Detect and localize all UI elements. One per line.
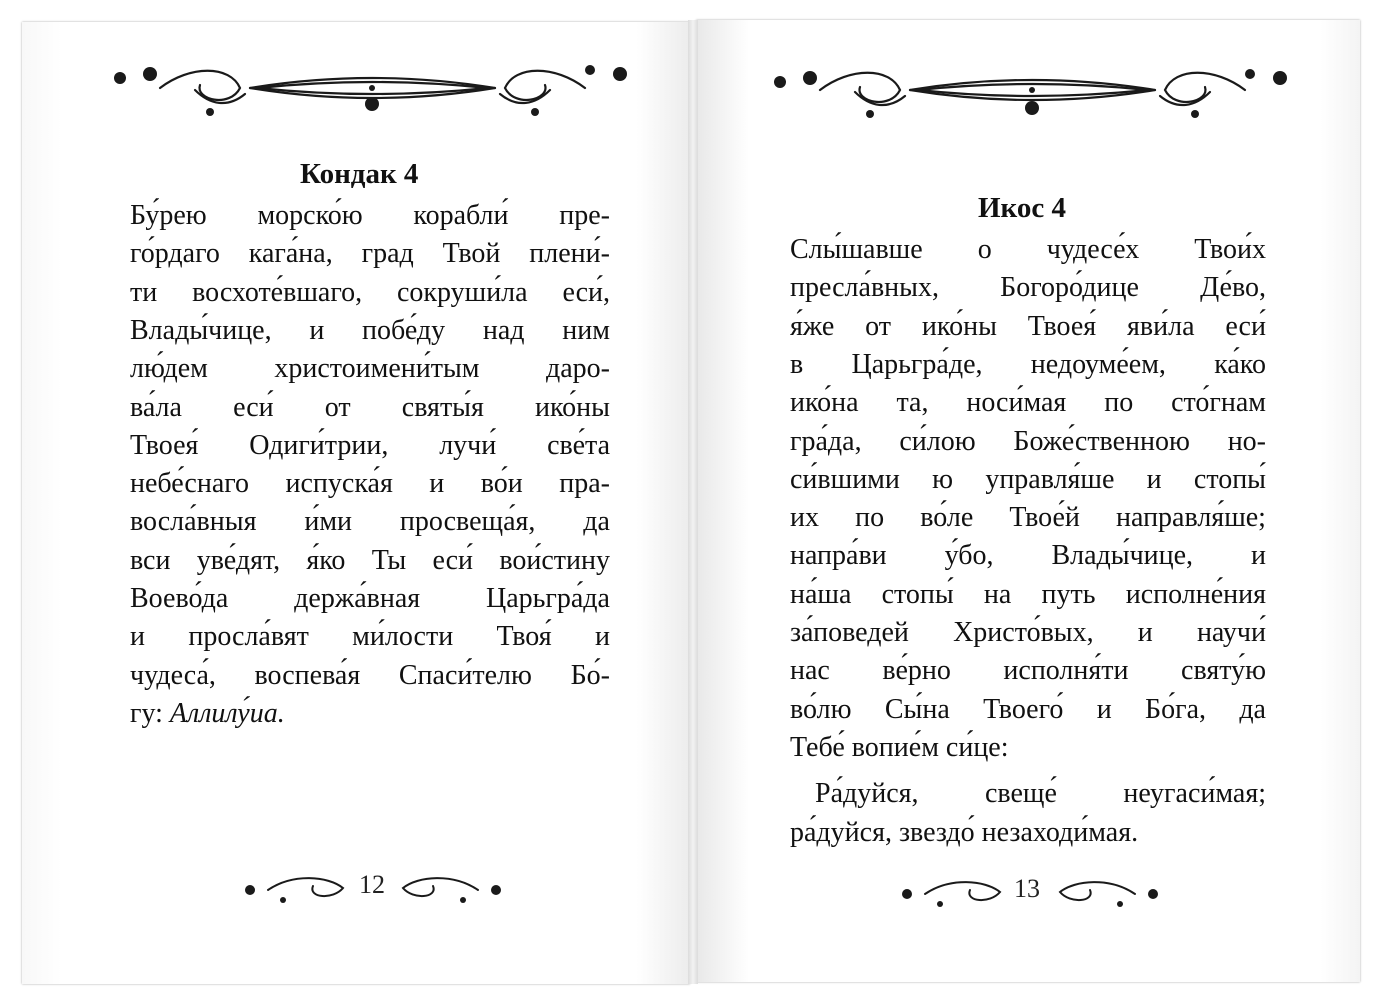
alleluia-refrain: Аллилу́иа. xyxy=(169,697,285,729)
text-line: на́ша стопы́ на путь исполне́ния xyxy=(790,578,1266,610)
text-line: Ра́дуйся, свеще́ неугаси́мая; xyxy=(815,778,1266,810)
text-line: в Царьгра́де, недоуме́ем, ка́ко xyxy=(790,348,1266,380)
text-line: гра́да, си́лою Боже́ственною но- xyxy=(790,425,1266,457)
book-gutter xyxy=(688,20,698,984)
page-number: 12 xyxy=(359,870,385,899)
text-line: я́же от ико́ны Твоея́ яви́ла еси́ xyxy=(790,310,1266,342)
text-line: нас ве́рно исполня́ти святу́ю xyxy=(790,655,1266,687)
text-line: пресла́вных, Богоро́дице Де́во, xyxy=(790,272,1266,304)
text-line: ра́дуйся, звездо́ незаходи́мая. xyxy=(790,816,1139,848)
text-line: си́вшими ю управля́ше и стопы́ xyxy=(790,463,1266,495)
line-text: гу: xyxy=(130,697,163,729)
text-line: чудеса́, воспева́я Спаси́телю Бо́- xyxy=(130,659,610,691)
text-line: напра́ви у́бо, Влады́чице, и xyxy=(790,540,1266,572)
headpiece-ornament-right xyxy=(760,62,1305,124)
text-line: ико́на та, носи́мая по сто́гнам xyxy=(790,387,1266,419)
page-title: Икос 4 xyxy=(978,192,1067,224)
text-line: Воево́да держа́вная Царьгра́да xyxy=(130,583,610,614)
text-line: вси уве́дят, я́ко Ты еси́ вои́стину xyxy=(130,544,610,576)
text-line xyxy=(130,698,285,730)
text-line: восла́вныя и́ми просвеща́я, да xyxy=(130,506,610,538)
text-line: небе́снаго испуска́я и во́и пра- xyxy=(130,468,610,500)
text-line: их по во́ле Твое́й направля́ше; xyxy=(790,502,1266,534)
text-line: Влады́чице, и побе́ду над ним xyxy=(130,314,610,346)
text-line: во́лю Сы́на Твоего́ и Бо́га, да xyxy=(790,693,1266,725)
text-line: ва́ла еси́ от святы́я ико́ны xyxy=(130,391,610,423)
page-number: 13 xyxy=(1014,874,1040,903)
text-line: и просла́вят ми́лости Твоя́ и xyxy=(130,621,610,653)
text-line: го́рдаго кага́на, град Твой плени́- xyxy=(130,238,610,270)
headpiece-ornament-left xyxy=(100,60,645,120)
text-line: Тебе́ вопие́м си́це: xyxy=(790,731,1009,763)
page-title: Кондак 4 xyxy=(300,158,419,190)
text-line: Бу́рею морско́ю корабли́ пре- xyxy=(130,200,610,231)
text-line: за́поведей Христо́вых, и научи́ xyxy=(790,617,1266,648)
text-line: Слы́шавше о чудесе́х Твои́х xyxy=(790,234,1266,265)
text-line: ти восхоте́вшаго, сокруши́ла еси́, xyxy=(130,276,610,308)
text-line: лю́дем христоимени́тым даро- xyxy=(130,353,610,385)
text-line: Твоея́ Одиги́трии, лучи́ све́та xyxy=(130,429,610,461)
